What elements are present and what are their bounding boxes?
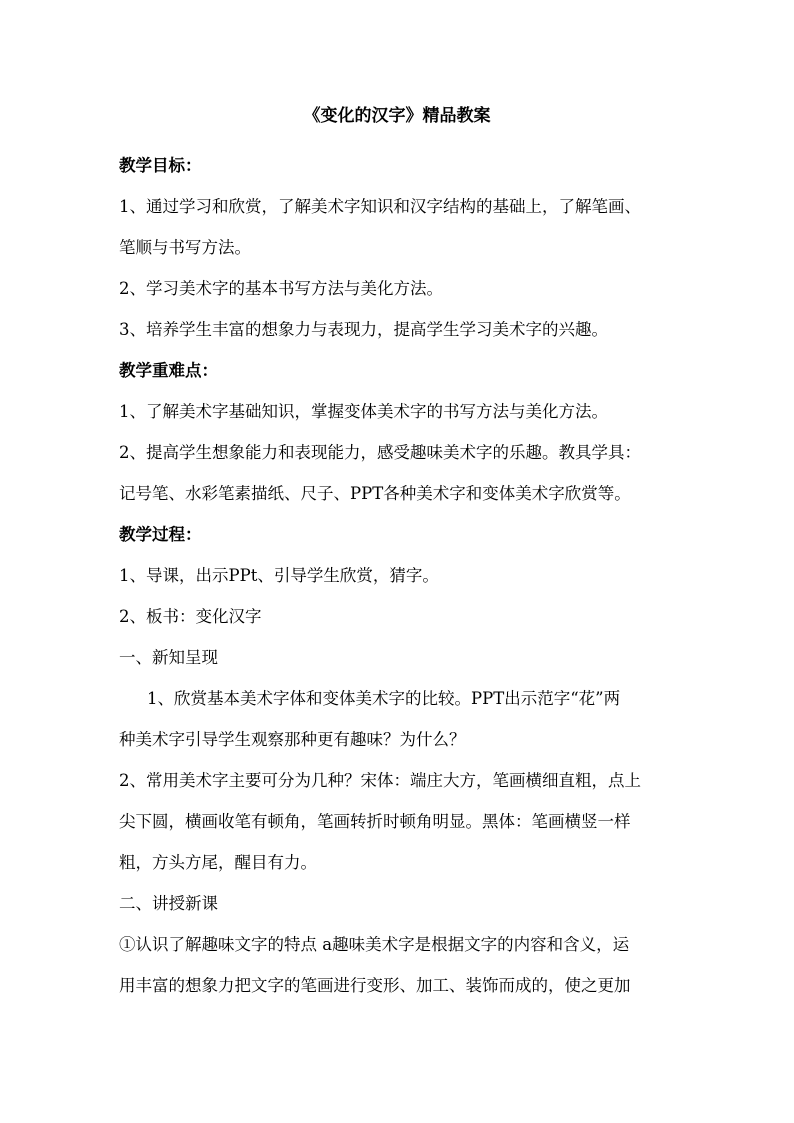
text-line: 用丰富的想象力把文字的笔画进行变形、加工、装饰而成的，使之更加: [119, 976, 631, 995]
text-line: 2、板书：变化汉字: [119, 607, 262, 626]
text-line: 二、讲授新课: [119, 894, 218, 913]
text-line: 一、新知呈现: [119, 648, 218, 667]
text-line: 记号笔、水彩笔素描纸、尺子、PPT各种美术字和变体美术字欣赏等。: [119, 484, 631, 503]
text-line: 1、通过学习和欣赏，了解美术字知识和汉字结构的基础上，了解笔画、: [119, 197, 641, 216]
text-line: 2、提高学生想象能力和表现能力，感受趣味美术字的乐趣。教具学具：: [119, 443, 641, 462]
document-title: 《变化的汉字》精品教案: [303, 106, 491, 126]
text-line: 1、欣赏基本美术字体和变体美术字的比较。PPT出示范字“花”两: [147, 689, 621, 708]
text-line: 笔顺与书写方法。: [119, 238, 251, 257]
section-heading: 教学过程：: [119, 525, 202, 544]
text-line: 2、学习美术字的基本书写方法与美化方法。: [119, 279, 443, 298]
text-line: 1、了解美术字基础知识，掌握变体美术字的书写方法与美化方法。: [119, 402, 608, 421]
text-line: 2、常用美术字主要可分为几种？宋体：端庄大方，笔画横细直粗，点上: [119, 771, 641, 790]
text-line: 1、导课，出示PPt、引导学生欣赏，猜字。: [119, 566, 439, 585]
section-heading: 教学重难点：: [119, 361, 218, 380]
text-line: 尖下圆，横画收笔有顿角，笔画转折时顿角明显。黑体：笔画横竖一样: [119, 812, 631, 831]
text-line: 粗，方头方尾，醒目有力。: [119, 853, 317, 872]
text-line: 3、培养学生丰富的想象力与表现力，提高学生学习美术字的兴趣。: [119, 320, 608, 339]
document-body: [119, 145, 694, 1006]
section-heading: 教学目标：: [119, 156, 202, 175]
text-line: 种美术字引导学生观察那种更有趣味？为什么？: [119, 730, 466, 749]
text-line: ①认识了解趣味文字的特点 a趣味美术字是根据文字的内容和含义，运: [119, 935, 630, 954]
